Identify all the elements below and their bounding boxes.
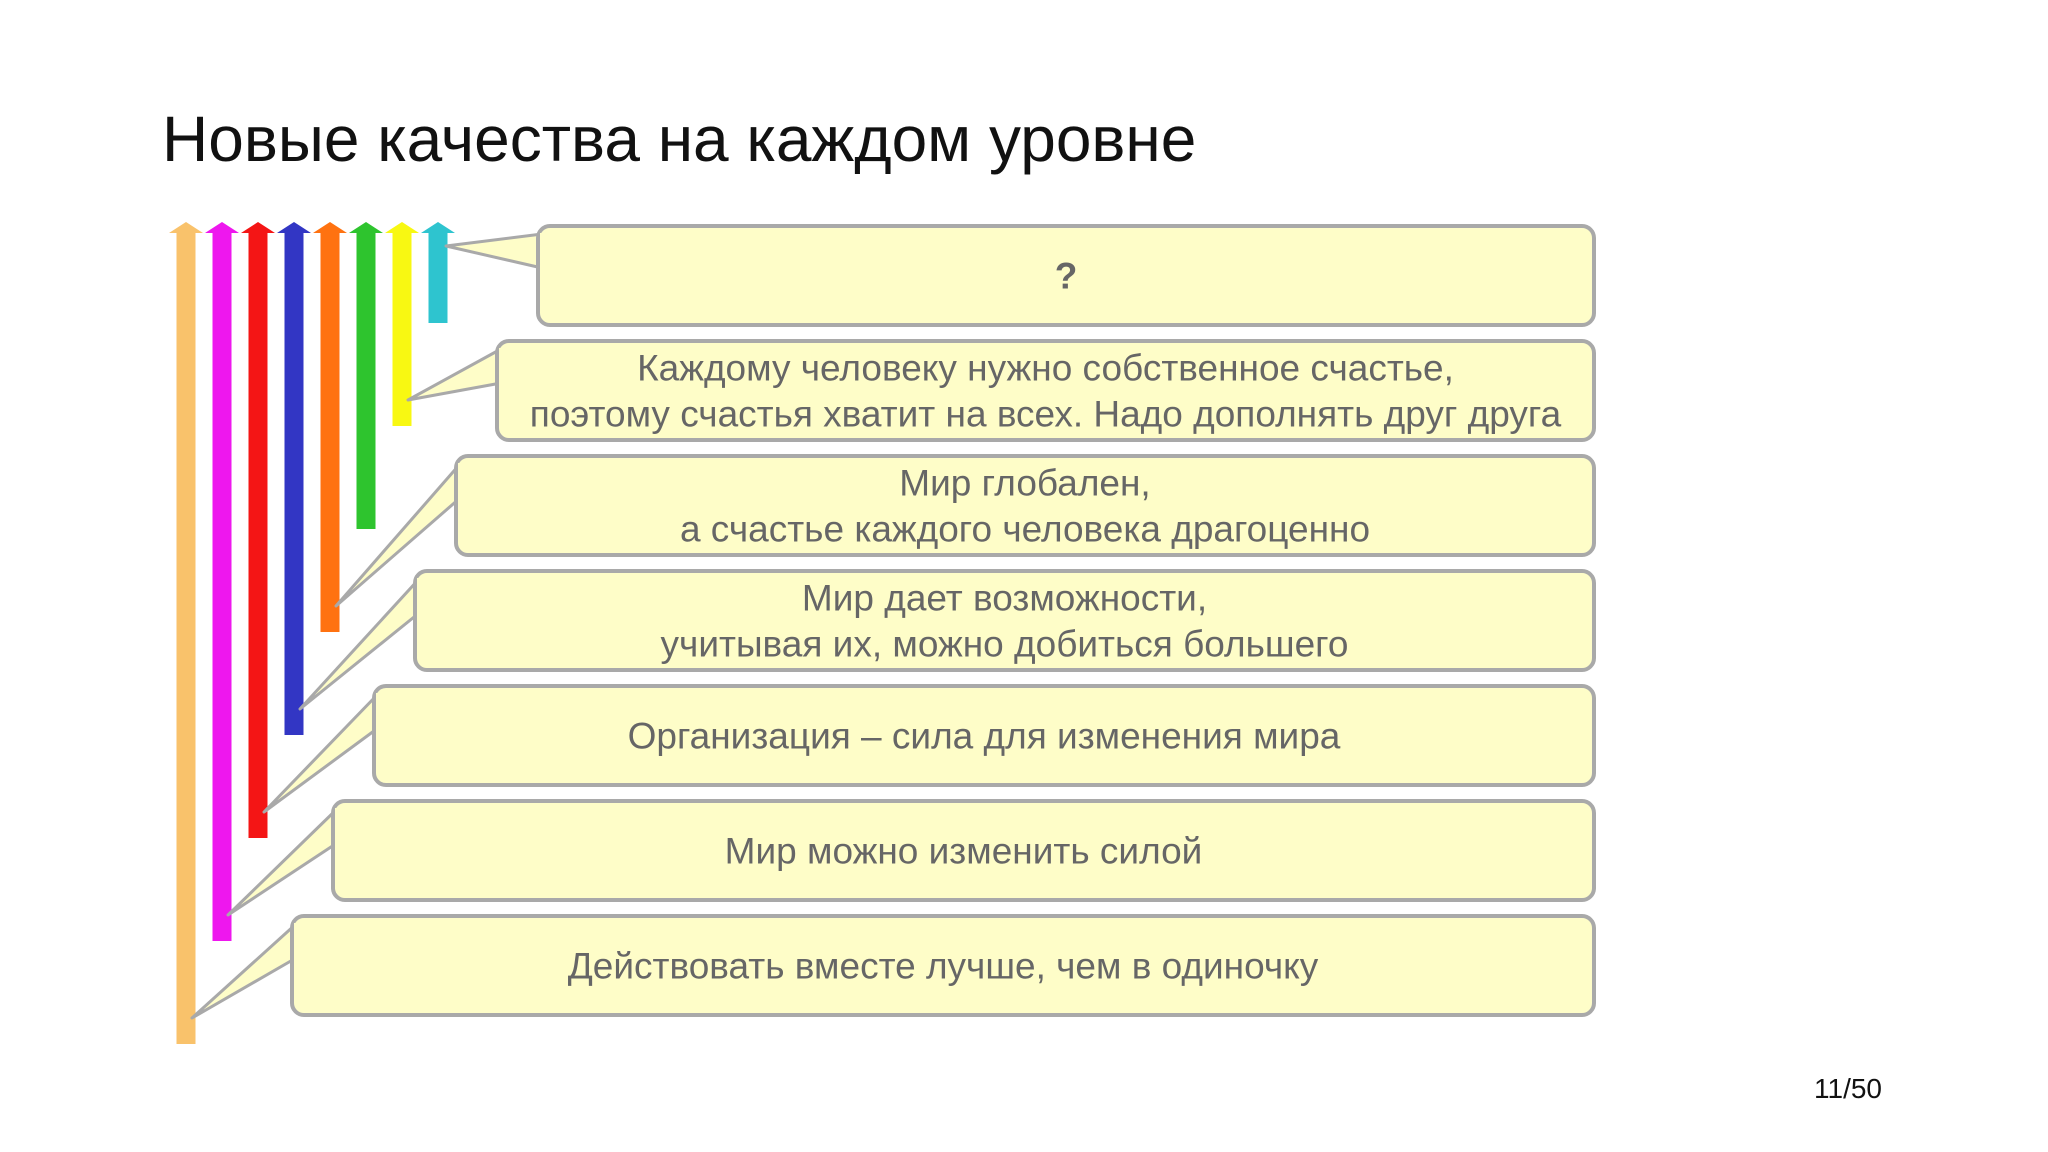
callout-pointer-7 [446, 234, 542, 268]
callout-pointer-2 [228, 809, 337, 915]
callout-box-1 [192, 916, 1594, 1018]
level-bar-4 [285, 233, 304, 735]
callout-text-6-line-2: поэтому счастья хватит на всех. Надо дополнять друг друга [529, 393, 1562, 435]
level-bar-2 [213, 233, 232, 941]
callout-pointer-6 [408, 349, 501, 400]
level-arrowhead-4 [277, 222, 311, 233]
callout-box-6 [408, 341, 1594, 440]
page-number: 11/50 [1814, 1073, 1882, 1104]
level-arrow-5 [313, 222, 347, 632]
level-arrowhead-5 [313, 222, 347, 233]
level-bar-3 [249, 233, 268, 838]
level-arrowhead-2 [205, 222, 239, 233]
callout-box-2 [228, 801, 1594, 915]
callout-text-5-line-1: Мир глобален, [899, 462, 1151, 504]
callout-seam-7 [540, 233, 546, 269]
callout-text-4-line-2: учитывая их, можно добиться большего [660, 623, 1349, 665]
callout-box-7 [446, 226, 1594, 325]
level-arrowhead-7 [385, 222, 419, 233]
level-arrowhead-6 [349, 222, 383, 233]
level-arrow-6 [349, 222, 383, 529]
callout-pointer-1 [192, 924, 296, 1018]
callout-text-2: Мир можно изменить силой [724, 830, 1203, 872]
callout-text-6-line-1: Каждому человеку нужно собственное счастье, [637, 347, 1454, 389]
callout-seam-6 [499, 348, 505, 384]
level-arrow-3 [241, 222, 275, 838]
callout-seam-1 [294, 923, 300, 959]
level-bar-7 [393, 233, 412, 426]
level-arrow-8 [421, 222, 455, 323]
callout-pointer-3 [264, 694, 378, 812]
level-arrowhead-8 [421, 222, 455, 233]
callout-seam-4 [417, 578, 423, 614]
level-bar-6 [357, 233, 376, 529]
callout-text-3: Организация – сила для изменения мира [627, 715, 1341, 757]
level-arrowhead-1 [169, 222, 203, 233]
callout-seam-5 [458, 463, 464, 499]
callout-text-4-line-1: Мир дает возможности, [801, 577, 1208, 619]
level-arrowhead-3 [241, 222, 275, 233]
level-bar-5 [321, 233, 340, 632]
slide-title: Новые качества на каждом уровне [162, 103, 1197, 175]
callout-text-5-line-2: а счастье каждого человека драгоценно [679, 508, 1371, 550]
callout-box-3 [264, 686, 1594, 812]
callout-seam-2 [335, 808, 341, 844]
level-bar-1 [177, 233, 196, 1044]
level-arrow-4 [277, 222, 311, 735]
level-arrow-2 [205, 222, 239, 941]
callout-question-mark: ? [1054, 255, 1078, 297]
callout-text-1: Действовать вместе лучше, чем в одиночку [567, 945, 1319, 987]
level-arrow-1 [169, 222, 203, 1044]
callout-seam-3 [376, 693, 382, 729]
